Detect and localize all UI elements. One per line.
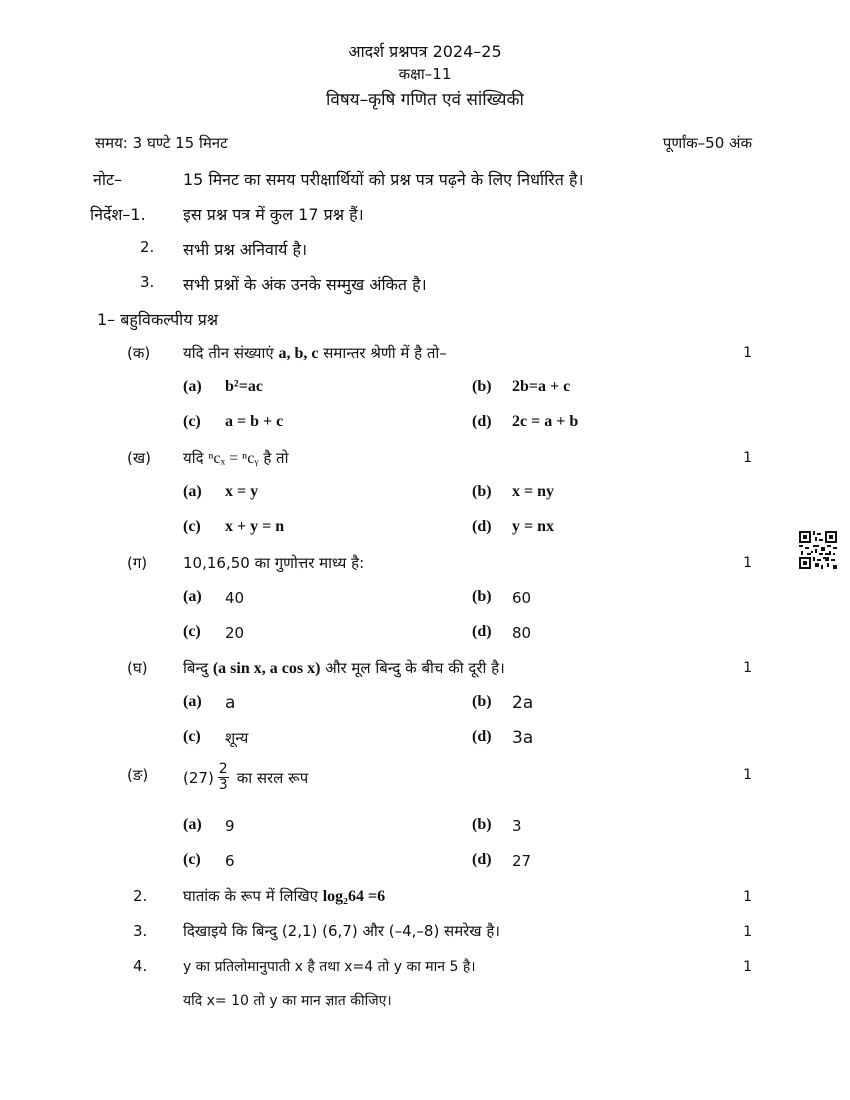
question-text: 10,16,50 का गुणोत्तर माध्य है: bbox=[183, 554, 365, 572]
option-text: x = ny bbox=[512, 483, 555, 500]
option-text: 6 bbox=[225, 852, 235, 870]
option-text: 2c = a + b bbox=[512, 413, 579, 430]
question-text: y का प्रतिलोमानुपाती x है तथा x=4 तो y का मान 5 है। bbox=[183, 959, 476, 975]
qr-code-icon bbox=[799, 531, 837, 569]
option-label: (a) bbox=[183, 378, 202, 395]
option-label: (c) bbox=[183, 623, 201, 640]
fraction-numerator: 2 bbox=[218, 761, 228, 777]
question-number: 2. bbox=[133, 887, 148, 905]
option-label: (a) bbox=[183, 483, 202, 500]
math-expression: log₂64 =6 bbox=[322, 888, 386, 905]
marks-value: 1 bbox=[743, 959, 752, 975]
marks-value: 1 bbox=[743, 555, 752, 571]
max-marks-label: पूर्णांक–50 अंक bbox=[662, 134, 752, 152]
note-text: 15 मिनट का समय परीक्षार्थियों को प्रश्न पत्र पढ़ने के लिए निर्धारित है। bbox=[183, 170, 584, 189]
instruction-3: सभी प्रश्नों के अंक उनके सम्मुख अंकित है। bbox=[183, 275, 427, 294]
exponent-fraction bbox=[218, 762, 229, 793]
option-label: (a) bbox=[183, 588, 202, 605]
marks-value: 1 bbox=[743, 767, 752, 783]
question-text bbox=[183, 762, 308, 793]
option-label: (b) bbox=[472, 483, 492, 500]
option-text: 3a bbox=[512, 728, 534, 748]
question-text-part: का सरल रूप bbox=[236, 768, 309, 787]
question-text-part: यदि bbox=[183, 449, 204, 467]
option-label: (b) bbox=[472, 816, 492, 833]
question-label: (घ) bbox=[127, 659, 148, 677]
option-text: a bbox=[225, 693, 236, 713]
question-text-part: यदि तीन संख्याएं bbox=[183, 344, 274, 362]
option-label: (d) bbox=[472, 518, 492, 535]
option-label: (d) bbox=[472, 413, 492, 430]
section-heading: 1– बहुविकल्पीय प्रश्न bbox=[97, 310, 219, 329]
option-text: 60 bbox=[512, 589, 532, 607]
option-label: (d) bbox=[472, 623, 492, 640]
question-text bbox=[183, 886, 385, 906]
option-label: (b) bbox=[472, 588, 492, 605]
subject-label: विषय–कृषि गणित एवं सांख्यिकी bbox=[326, 90, 524, 110]
option-text: b²=ac bbox=[225, 378, 263, 395]
option-text: x = y bbox=[225, 483, 259, 500]
question-label: (क) bbox=[127, 344, 151, 362]
question-label: (ङ) bbox=[127, 766, 149, 784]
question-text bbox=[183, 658, 505, 678]
option-text: शून्य bbox=[225, 729, 249, 747]
marks-value: 1 bbox=[743, 889, 752, 905]
question-text-part: है तो bbox=[263, 449, 289, 467]
question-text-part: समान्तर श्रेणी में है तो– bbox=[323, 344, 447, 362]
option-text: 2b=a + c bbox=[512, 378, 571, 395]
option-label: (a) bbox=[183, 693, 202, 710]
option-text: 9 bbox=[225, 817, 235, 835]
marks-value: 1 bbox=[743, 450, 752, 466]
question-text-line2: यदि x= 10 तो y का मान ज्ञात कीजिए। bbox=[183, 993, 392, 1009]
question-label: (ख) bbox=[127, 449, 151, 467]
option-label: (c) bbox=[183, 851, 201, 868]
question-label: (ग) bbox=[127, 554, 148, 572]
option-label: (a) bbox=[183, 816, 202, 833]
option-text: 40 bbox=[225, 589, 245, 607]
option-text: 27 bbox=[512, 852, 532, 870]
marks-value: 1 bbox=[743, 345, 752, 361]
question-text: दिखाइये कि बिन्दु (2,1) (6,7) और (–4,–8) समरेख है। bbox=[183, 922, 500, 940]
option-text: 20 bbox=[225, 624, 245, 642]
instruction-2: सभी प्रश्न अनिवार्य है। bbox=[183, 240, 308, 259]
option-label: (b) bbox=[472, 378, 492, 395]
math-expression: ⁿcₓ = ⁿcᵧ bbox=[208, 450, 259, 467]
question-number: 3. bbox=[133, 922, 148, 940]
math-expression: (a sin x, a cos x) bbox=[212, 660, 321, 677]
option-text: y = nx bbox=[512, 518, 555, 535]
option-label: (c) bbox=[183, 518, 201, 535]
option-text: 3 bbox=[512, 817, 522, 835]
question-text-part: और मूल बिन्दु के बीच की दूरी है। bbox=[325, 659, 505, 677]
note-label: नोट– bbox=[93, 170, 123, 189]
instruction-1: इस प्रश्न पत्र में कुल 17 प्रश्न हैं। bbox=[183, 205, 364, 224]
option-text: x + y = n bbox=[225, 518, 285, 535]
instruction-num-2: 2. bbox=[140, 238, 155, 256]
option-label: (d) bbox=[472, 728, 492, 745]
marks-value: 1 bbox=[743, 660, 752, 676]
question-number: 4. bbox=[133, 957, 148, 975]
option-label: (b) bbox=[472, 693, 492, 710]
option-text: 80 bbox=[512, 624, 532, 642]
fraction-denominator: 3 bbox=[218, 777, 228, 793]
question-text-part: बिन्दु bbox=[183, 659, 209, 677]
marks-value: 1 bbox=[743, 924, 752, 940]
instruction-num-3: 3. bbox=[140, 273, 155, 291]
option-label: (c) bbox=[183, 728, 201, 745]
question-text-part: घातांक के रूप में लिखिए bbox=[183, 887, 318, 905]
question-text bbox=[183, 343, 447, 363]
option-label: (c) bbox=[183, 413, 201, 430]
option-text: a = b + c bbox=[225, 413, 284, 430]
math-expression: a, b, c bbox=[278, 345, 319, 362]
instructions-label: निर्देश–1. bbox=[90, 205, 146, 224]
class-label: कक्षा–11 bbox=[398, 65, 452, 83]
question-base: (27) bbox=[183, 768, 214, 787]
option-text: 2a bbox=[512, 693, 534, 713]
time-label: समय: 3 घण्टे 15 मिनट bbox=[95, 134, 228, 152]
option-label: (d) bbox=[472, 851, 492, 868]
paper-title: आदर्श प्रश्नपत्र 2024–25 bbox=[348, 42, 502, 61]
question-text bbox=[183, 448, 288, 468]
